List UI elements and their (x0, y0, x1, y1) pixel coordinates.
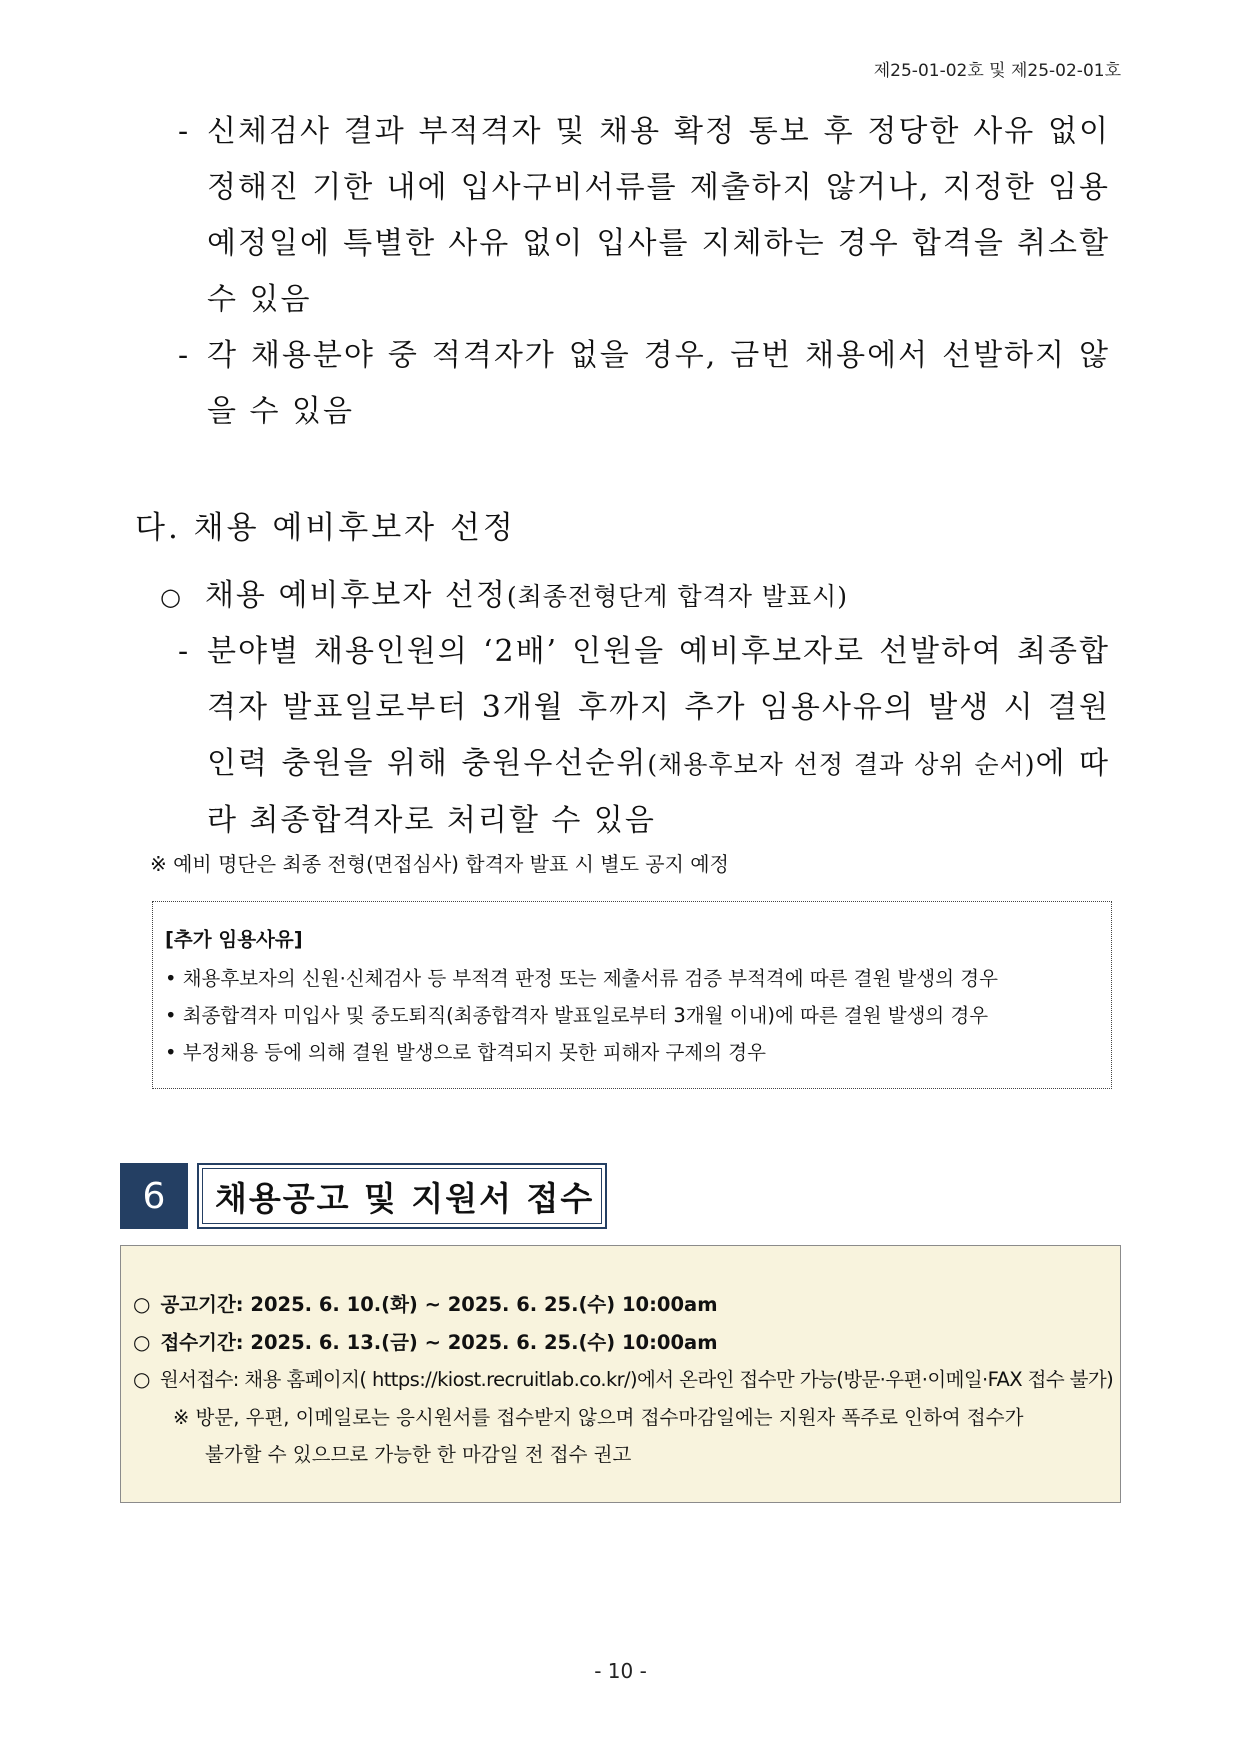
section-title: 채용공고 및 지원서 접수 (197, 1163, 607, 1229)
reserve-detail-text: 분야별 채용인원의 ‘2배’ 인원을 예비후보자로 선발하여 최종합격자 발표일로부터 3개월 후까지 추가 임용사유의 발생 시 결원인력 충원을 위해 충원우선순위 (207, 634, 1110, 781)
note-no-qualified (178, 328, 1110, 440)
additional-reasons-box (152, 901, 1112, 1089)
application-period: 접수기간: 2025. 6. 13.(금) ~ 2025. 6. 25.(수) 10:00am (160, 1330, 718, 1354)
posting-period-row (133, 1286, 1120, 1324)
reserve-detail-paren: (채용후보자 선정 결과 상위 순서) (647, 750, 1036, 779)
section-da-heading: 다. 채용 예비후보자 선정 (135, 510, 516, 546)
reserve-selection-title: 채용 예비후보자 선정 (204, 578, 507, 613)
dash-marker: - (178, 634, 191, 669)
page-number: - 10 - (594, 1659, 647, 1683)
circle-bullet-icon: ○ (133, 1292, 151, 1316)
reserve-selection-item (160, 570, 848, 614)
application-note: ※ 방문, 우편, 이메일로는 응시원서를 접수받지 않으며 접수마감일에는 지원자 폭주로 인하여 접수가 (173, 1405, 1024, 1429)
note-text: 신체검사 결과 부적격자 및 채용 확정 통보 후 정당한 사유 없이 정해진 기한 내에 입사구비서류를 제출하지 않거나, 지정한 임용 예정일에 특별한 사유 없이 입사를 지체하는 경우 합격을 취소할 수 있음 (207, 114, 1110, 317)
dash-marker: - (178, 114, 191, 149)
section-number-badge: 6 (120, 1163, 188, 1229)
circle-bullet-icon: ○ (133, 1367, 150, 1391)
document-number: 제25-01-02호 및 제25-02-01호 (873, 61, 1121, 81)
note-text: 각 채용분야 중 적격자가 없을 경우, 금번 채용에서 선발하지 않을 수 있음 (207, 338, 1110, 429)
reserve-detail-text-end: 에 따라 최종합격자로 처리할 수 있음 (207, 746, 1110, 838)
additional-reason-item: • 최종합격자 미입사 및 중도퇴직(최종합격자 발표일로부터 3개월 이내)에 따른 결원 발생의 경우 (165, 1004, 989, 1027)
reserve-list-note: ※ 예비 명단은 최종 전형(면접심사) 합격자 발표 시 별도 공지 예정 (150, 852, 729, 876)
additional-reason-item: • 채용후보자의 신원·신체검사 등 부적격 판정 또는 제출서류 검증 부적격에 따른 결원 발생의 경우 (165, 967, 998, 990)
application-method-row (133, 1361, 1120, 1399)
application-period-row (133, 1324, 1120, 1362)
reserve-selection-detail (178, 624, 1110, 849)
application-info-box (120, 1245, 1121, 1503)
application-method: 원서접수: 채용 홈페이지( https://kiost.recruitlab.co.kr/)에서 온라인 접수만 가능(방문·우편·이메일·FAX 접수 불가) (159, 1368, 1114, 1391)
circle-bullet-icon: ○ (133, 1329, 151, 1354)
circle-bullet-icon: ○ (160, 583, 183, 611)
additional-reasons-title: [추가 임용사유] (165, 928, 303, 951)
application-note-cont: 불가할 수 있으므로 가능한 한 마감일 전 접수 권고 (205, 1443, 632, 1466)
posting-period: 공고기간: 2025. 6. 10.(화) ~ 2025. 6. 25.(수) 10:00am (160, 1293, 718, 1316)
dash-marker: - (178, 338, 191, 373)
reserve-selection-timing: (최종전형단계 합격자 발표시) (506, 582, 849, 611)
additional-reason-item: • 부정채용 등에 의해 결원 발생으로 합격되지 못한 피해자 구제의 경우 (165, 1041, 766, 1064)
note-disqualification (178, 104, 1110, 328)
